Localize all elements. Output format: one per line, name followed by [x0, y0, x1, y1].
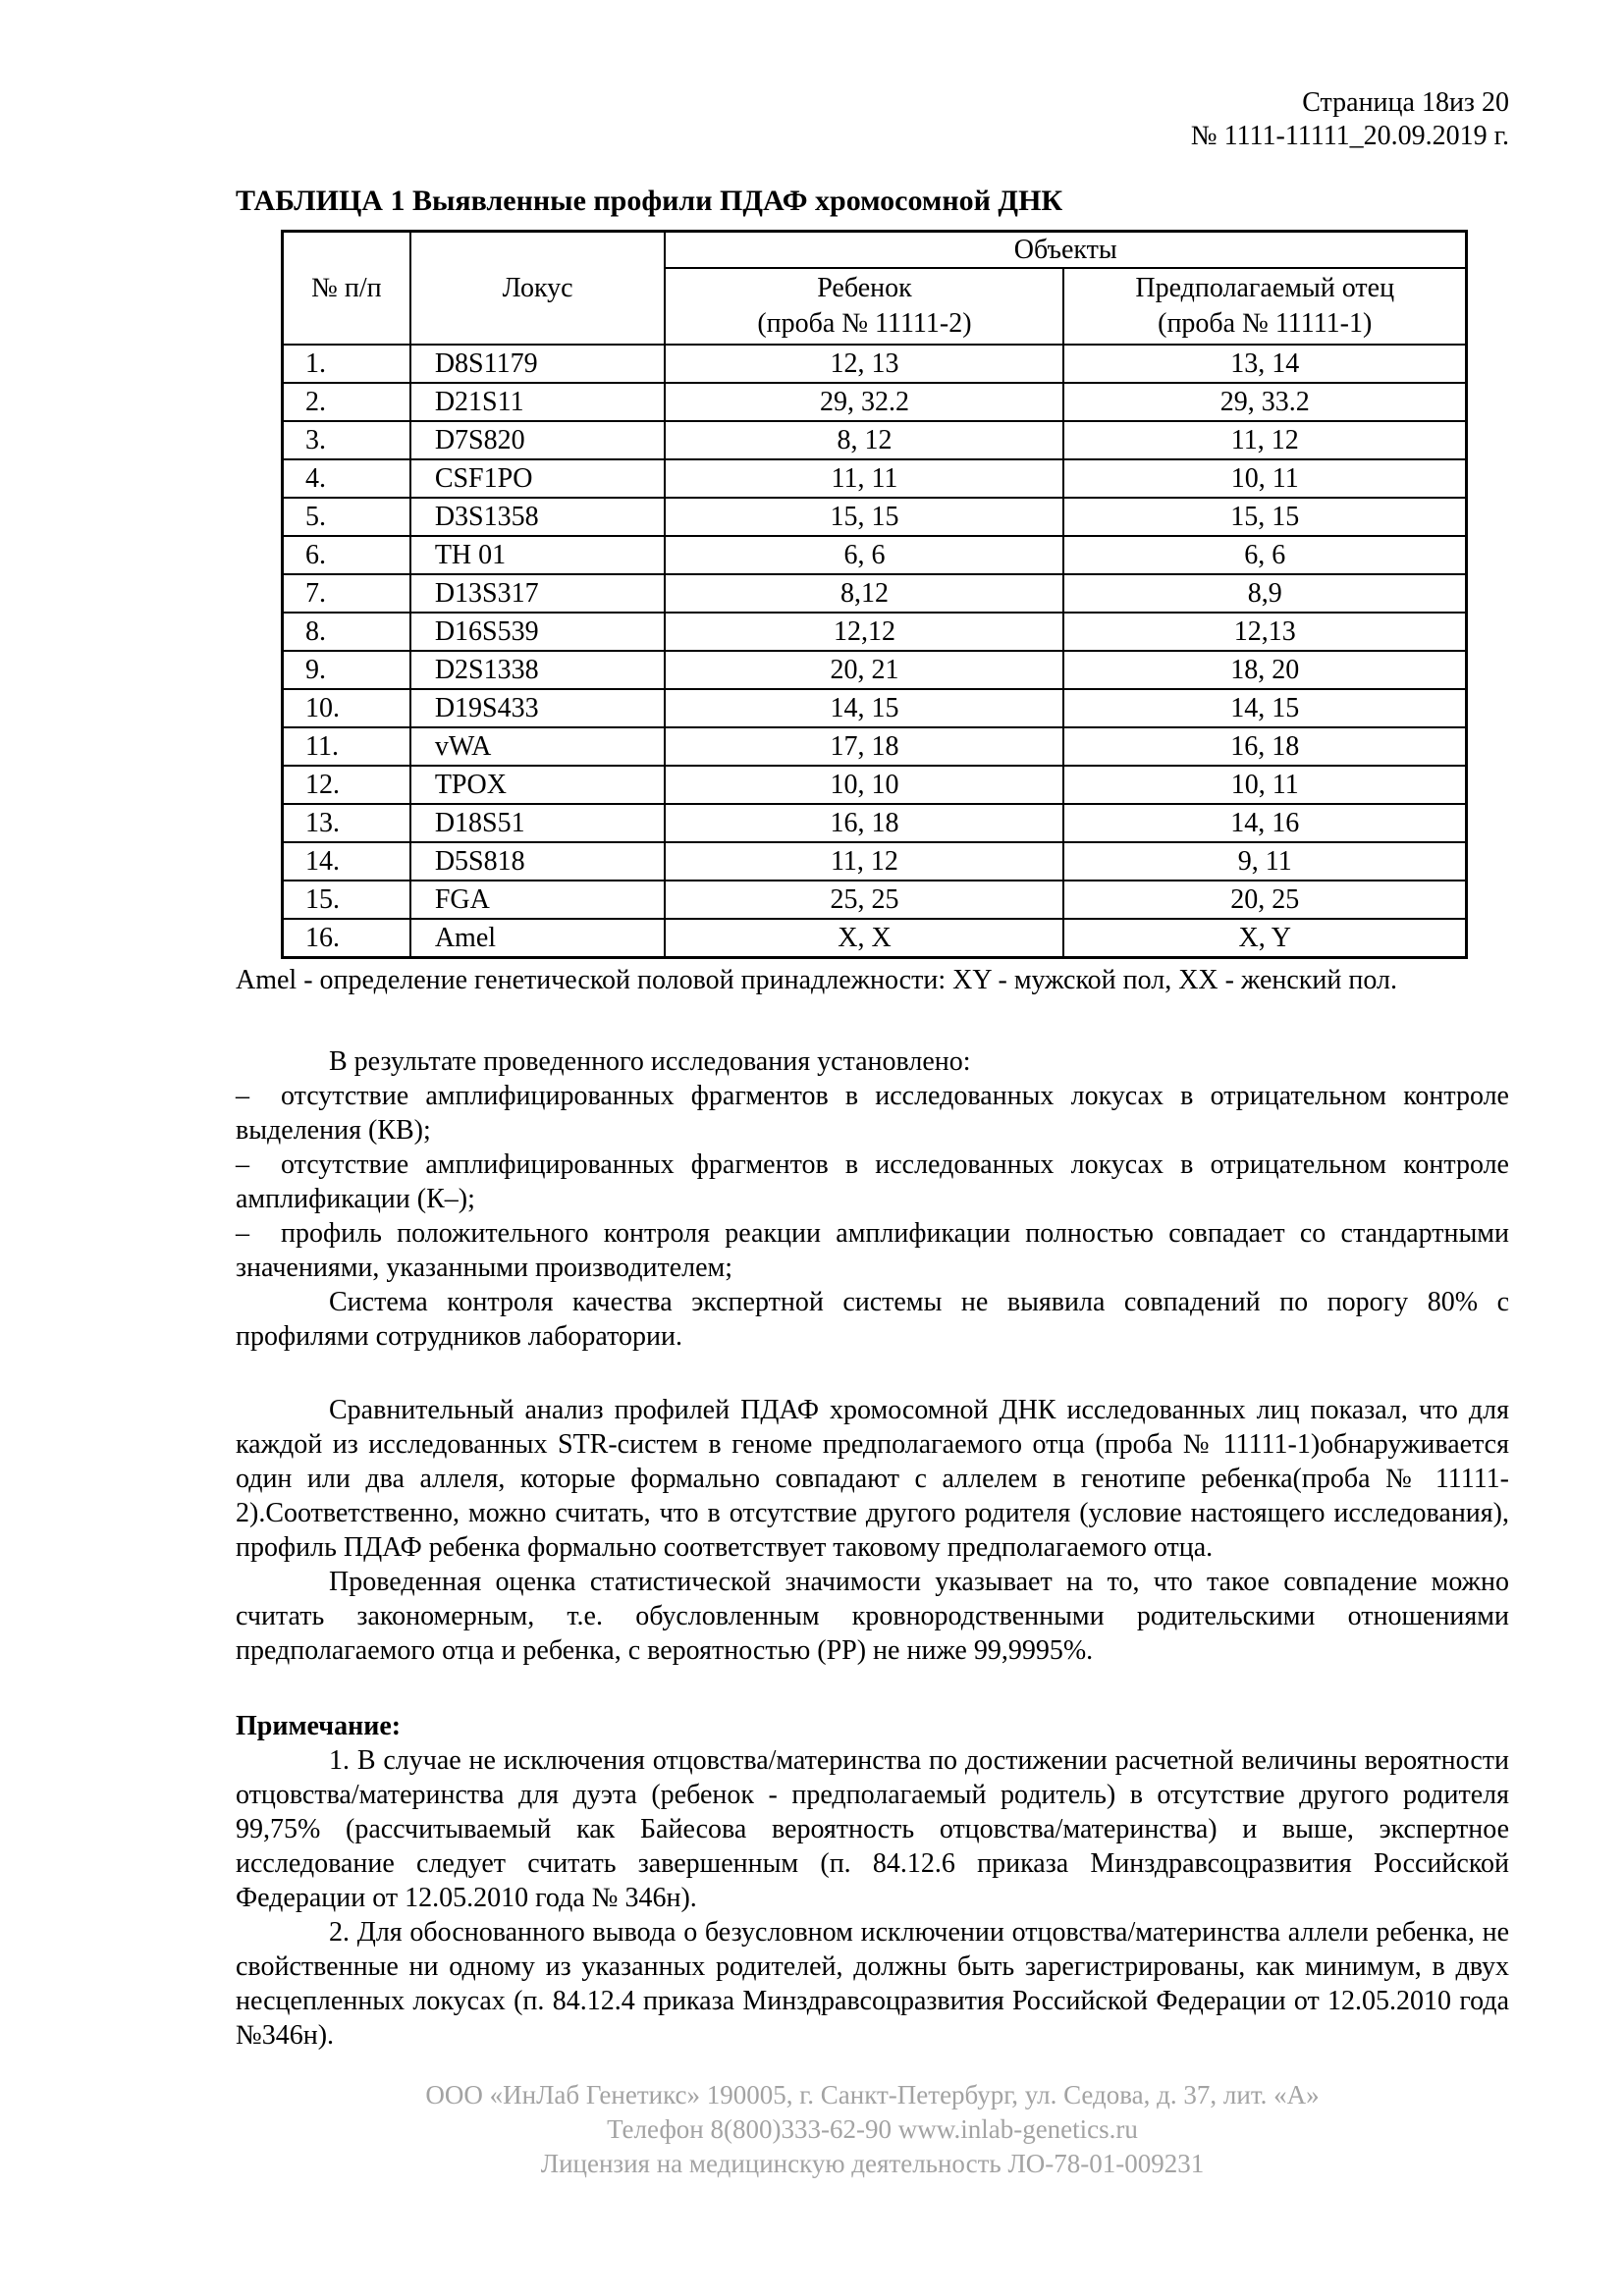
table-title: ТАБЛИЦА 1 Выявленные профили ПДАФ хромосомной ДНК: [236, 185, 1063, 217]
row-locus: D8S1179: [410, 345, 666, 383]
footer-phone-website: Телефон 8(800)333-62-90 www.inlab-genetics.ru: [607, 2113, 1138, 2144]
notes-heading: Примечание:: [236, 1710, 402, 1741]
row-locus: D2S1338: [410, 651, 666, 689]
row-child-alleles: 14, 15: [665, 689, 1063, 727]
row-locus: D3S1358: [410, 498, 666, 536]
row-father-alleles: 18, 20: [1063, 651, 1466, 689]
row-child-alleles: 12, 13: [665, 345, 1063, 383]
footer-license: Лицензия на медицинскую деятельность ЛО-78-01-009231: [540, 2148, 1205, 2178]
col-header-father-sample: (проба № 11111-1): [1158, 308, 1373, 339]
footer-company-address: ООО «ИнЛаб Генетикс» 190005, г. Санкт-Петербург, ул. Седова, д. 37, лит. «А»: [425, 2079, 1320, 2109]
row-child-alleles: 20, 21: [665, 651, 1063, 689]
row-number: 13.: [283, 804, 410, 842]
row-child-alleles: 10, 10: [665, 766, 1063, 804]
col-header-objects: Объекты: [665, 232, 1466, 269]
row-child-alleles: 6, 6: [665, 536, 1063, 574]
row-number: 11.: [283, 727, 410, 766]
row-number: 9.: [283, 651, 410, 689]
result-item: [236, 1216, 1509, 1285]
row-father-alleles: 14, 16: [1063, 804, 1466, 842]
col-header-locus: Локус: [410, 232, 666, 346]
table-row: [283, 574, 1467, 613]
row-child-alleles: 25, 25: [665, 881, 1063, 919]
page-number: Страница 18из 20: [1302, 87, 1509, 118]
row-number: 8.: [283, 613, 410, 651]
table-row: [283, 842, 1467, 881]
row-father-alleles: X, Y: [1063, 919, 1466, 957]
result-item: [236, 1148, 1509, 1216]
row-child-alleles: 29, 32.2: [665, 383, 1063, 421]
row-number: 3.: [283, 421, 410, 459]
row-child-alleles: 12,12: [665, 613, 1063, 651]
note-item-1: 1. В случае не исключения отцовства/материнства по достижении расчетной величины вероятности отцовства/материнства для дуэта (ребенок - предполагаемый родитель) в отсутствие другого родителя 99,75% (рассчитываемый как Байесова вероятность отцовства/материнства) и выше, экспертное исследование следует считать завершенным (п. 84.12.6 приказа Минздравсоцразвития Российской Федерации от 12.05.2010 года № 346н).: [236, 1744, 1509, 1913]
analysis-paragraph-2: Проведенная оценка статистической значимости указывает на то, что такое совпадение можно считать закономерным, т.е. обусловленным кровнородственными родительскими отношениями предполагаемого отца и ребенка, с вероятностью (РР) не ниже 99,9995%.: [236, 1566, 1509, 1666]
row-number: 2.: [283, 383, 410, 421]
row-child-alleles: 16, 18: [665, 804, 1063, 842]
row-number: 10.: [283, 689, 410, 727]
table-row: [283, 919, 1467, 957]
row-number: 6.: [283, 536, 410, 574]
table-row: [283, 766, 1467, 804]
row-number: 14.: [283, 842, 410, 881]
quality-control-note: Система контроля качества экспертной системы не выявила совпадений по порогу 80% с профилями сотрудников лаборатории.: [236, 1286, 1509, 1352]
row-number: 12.: [283, 766, 410, 804]
result-item: [236, 1079, 1509, 1148]
col-header-child: [665, 268, 1063, 345]
dash-marker: –: [236, 1217, 249, 1249]
row-number: 4.: [283, 459, 410, 498]
analysis-paragraph-1: Сравнительный анализ профилей ПДАФ хромосомной ДНК исследованных лиц показал, что для каждой из исследованных STR-систем в геноме предполагаемого отца (проба № 11111-1)обнаруживается один или два аллеля, которые формально совпадают с аллелем в генотипе ребенка(проба № 11111-2).Соответственно, можно считать, что в отсутствие другого родителя (условие настоящего исследования), профиль ПДАФ ребенка формально соответствует таковому предполагаемого отца.: [236, 1394, 1509, 1563]
row-number: 7.: [283, 574, 410, 613]
row-child-alleles: 11, 11: [665, 459, 1063, 498]
table-row: [283, 345, 1467, 383]
row-locus: D13S317: [410, 574, 666, 613]
row-number: 5.: [283, 498, 410, 536]
row-locus: CSF1PO: [410, 459, 666, 498]
row-child-alleles: 11, 12: [665, 842, 1063, 881]
note-item-2: 2. Для обоснованного вывода о безусловном исключении отцовства/материнства аллели ребенка, не свойственные ни одному из указанных родителей, должны быть зарегистрированы, как минимум, в двух несцепленных локусах (п. 84.12.4 приказа Минздравсоцразвития Российской Федерации от 12.05.2010 года №346н).: [236, 1916, 1509, 2051]
col-header-child-sample: (проба № 11111-2): [757, 308, 972, 339]
row-father-alleles: 11, 12: [1063, 421, 1466, 459]
col-header-father: [1063, 268, 1466, 345]
row-father-alleles: 9, 11: [1063, 842, 1466, 881]
row-locus: D5S818: [410, 842, 666, 881]
table-row: [283, 881, 1467, 919]
table-row: [283, 804, 1467, 842]
table-row: [283, 498, 1467, 536]
row-father-alleles: 29, 33.2: [1063, 383, 1466, 421]
row-locus: TPOX: [410, 766, 666, 804]
row-locus: D18S51: [410, 804, 666, 842]
row-father-alleles: 13, 14: [1063, 345, 1466, 383]
row-father-alleles: 15, 15: [1063, 498, 1466, 536]
row-locus: TH 01: [410, 536, 666, 574]
row-child-alleles: 15, 15: [665, 498, 1063, 536]
row-child-alleles: 8, 12: [665, 421, 1063, 459]
row-locus: Amel: [410, 919, 666, 957]
table-row: [283, 613, 1467, 651]
row-locus: D7S820: [410, 421, 666, 459]
result-item-text: отсутствие амплифицированных фрагментов в исследованных локусах в отрицательном контроле амплификации (К–);: [236, 1148, 1509, 1214]
table-row: [283, 536, 1467, 574]
result-item-text: отсутствие амплифицированных фрагментов в исследованных локусах в отрицательном контроле выделения (КВ);: [236, 1080, 1509, 1146]
col-header-number: № п/п: [283, 232, 410, 346]
table-row: [283, 727, 1467, 766]
dash-marker: –: [236, 1080, 249, 1111]
table-row: [283, 459, 1467, 498]
row-child-alleles: 17, 18: [665, 727, 1063, 766]
row-child-alleles: 8,12: [665, 574, 1063, 613]
row-father-alleles: 10, 11: [1063, 766, 1466, 804]
row-father-alleles: 10, 11: [1063, 459, 1466, 498]
results-intro: В результате проведенного исследования установлено:: [329, 1045, 971, 1077]
row-father-alleles: 6, 6: [1063, 536, 1466, 574]
row-number: 15.: [283, 881, 410, 919]
row-father-alleles: 14, 15: [1063, 689, 1466, 727]
amel-footnote: Amel - определение генетической половой принадлежности: XY - мужской пол, XX - женский пол.: [236, 964, 1397, 995]
page-footer: [236, 2078, 1509, 2181]
row-locus: FGA: [410, 881, 666, 919]
row-locus: D19S433: [410, 689, 666, 727]
row-locus: D21S11: [410, 383, 666, 421]
row-number: 16.: [283, 919, 410, 957]
table-row: [283, 421, 1467, 459]
row-father-alleles: 8,9: [1063, 574, 1466, 613]
row-father-alleles: 12,13: [1063, 613, 1466, 651]
result-item-text: профиль положительного контроля реакции амплификации полностью совпадает со стандартными значениями, указанными производителем;: [236, 1217, 1509, 1283]
row-locus: vWA: [410, 727, 666, 766]
row-number: 1.: [283, 345, 410, 383]
row-locus: D16S539: [410, 613, 666, 651]
table-row: [283, 383, 1467, 421]
row-child-alleles: X, X: [665, 919, 1063, 957]
page-header: [236, 86, 1509, 153]
table-row: [283, 689, 1467, 727]
col-header-father-name: Предполагаемый отец: [1135, 273, 1395, 303]
document-number: № 1111-11111_20.09.2019 г.: [1190, 121, 1509, 151]
row-father-alleles: 20, 25: [1063, 881, 1466, 919]
row-father-alleles: 16, 18: [1063, 727, 1466, 766]
col-header-child-name: Ребенок: [817, 273, 912, 303]
dash-marker: –: [236, 1148, 249, 1180]
table-row: [283, 651, 1467, 689]
dna-profiles-table: [281, 230, 1468, 959]
